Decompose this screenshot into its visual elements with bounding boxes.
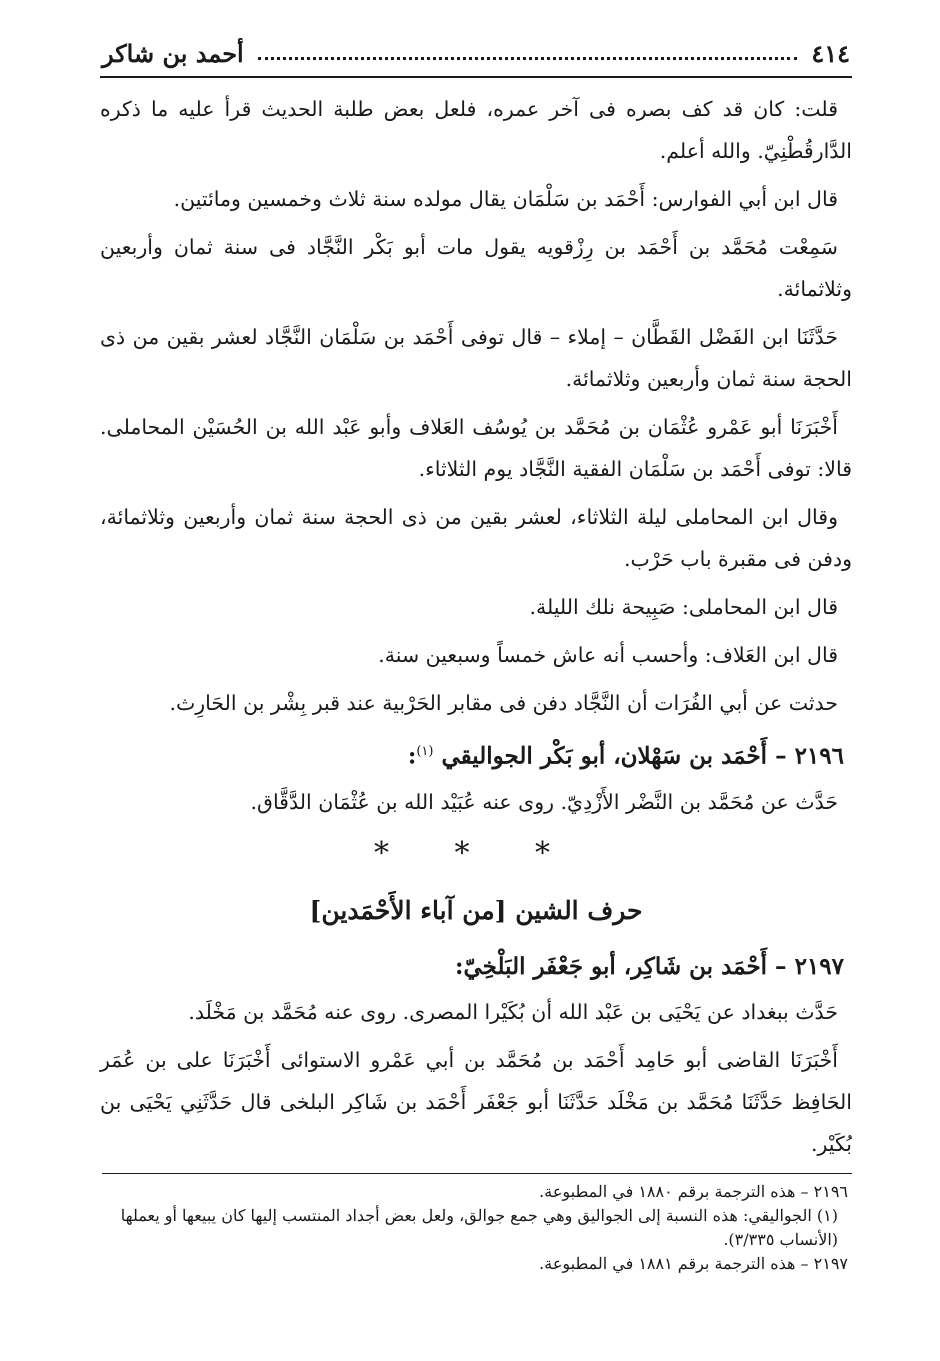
entry-title-2196: ٢١٩٦ – أَحْمَد بن سَهْلان، أبو بَكْر الجواليقي bbox=[441, 742, 844, 770]
paragraph-4: حَدَّثَنَا ابن الفَضْل القَطَّان – إملاء – قال توفى أَحْمَد بن سَلْمَان النَّجَّاد لعشر بقين من ذى الحجة سنة ثمان وأربعين وثلاثمائة. bbox=[100, 325, 852, 391]
footnote-divider bbox=[102, 1173, 852, 1174]
paragraph-2: قال ابن أبي الفوارس: أَحْمَد بن سَلْمَان يقال مولده سنة ثلاث وخمسين ومائتين. bbox=[173, 187, 838, 211]
book-page bbox=[100, 30, 852, 1276]
paragraph-12: أَخْبَرَنَا القاضى أبو حَامِد أَحْمَد بن مُحَمَّد بن أبي عَمْرو الاستوائى أَخْبَرَنَا على بن عُمَر الحَافِظ حَدَّثَنَا مُحَمَّد بن مَخْلَد حَدَّثَنَا أبو جَعْفَر أَحْمَد بن شَاكِر البلخى قال حَدَّثَنِي يَحْيَى بن بُكَيْر. bbox=[100, 1047, 852, 1156]
paragraph-6: وقال ابن المحاملى ليلة الثلاثاء، لعشر بقين من ذى الحجة سنة ثمان وأربعين وثلاثمائة، ودفن فى مقبرة باب حَرْب. bbox=[100, 505, 852, 571]
paragraph-9: حدثت عن أبي الفُرَات أن النَّجَّاد دفن فى مقابر الحَرْبية عند قبر بِشْر بن الحَارِث. bbox=[169, 691, 838, 715]
paragraph-11: حَدَّث ببغداد عن يَحْيَى بن عَبْد الله أن بُكَيْرا المصرى. روى عنه مُحَمَّد بن مَخْلَد. bbox=[188, 999, 838, 1024]
footnote-2: (١) الجواليقي: هذه النسبة إلى الجواليق وهي جمع جوالق، ولعل بعض أجداد المنتسب إليها كان يبيعها أو يعملها (الأنساب ٣/٣٣٥). bbox=[120, 1205, 838, 1249]
paragraph-10: حَدَّث عن مُحَمَّد بن النَّضْر الأَزْدِيّ. روى عنه عُبَيْد الله بن عُثْمَان الدَّقَّاق. bbox=[250, 789, 838, 814]
footnote-ref-1: (١) bbox=[416, 744, 434, 759]
page-header bbox=[100, 30, 852, 78]
section-separator: * * * bbox=[373, 835, 579, 871]
page-number: ٤١٤ bbox=[811, 38, 850, 68]
paragraph-5: أَخْبَرَنَا أبو عَمْرو عُثْمَان بن مُحَمَّد بن يُوسُف العَلاف وأبو عَبْد الله بن الحُسَيْن المحاملى. قالا: توفى أَحْمَد بن سَلْمَان الفقية النَّجَّاد يوم الثلاثاء. bbox=[100, 415, 852, 481]
paragraph-3: سَمِعْت مُحَمَّد بن أَحْمَد بن رِزْقويه يقول مات أبو بَكْر النَّجَّاد فى سنة ثمان وأربعين وثلاثمائة. bbox=[100, 235, 852, 301]
running-title: أحمد بن شاكر bbox=[102, 38, 244, 68]
paragraph-7: قال ابن المحاملى: صَبِيحة نلك الليلة. bbox=[529, 595, 838, 619]
paragraph-1: قلت: كان قد كف بصره فى آخر عمره، فلعل بعض طلبة الحديث قرأ عليه ما ذكره الدَّارقُطْنِيّ. والله أعلم. bbox=[100, 97, 852, 163]
entry-heading-2196: ٢١٩٦ – أَحْمَد بن سَهْلان، أبو بَكْر الجواليقي $^{(١)}$: bbox=[407, 742, 844, 770]
section-title: حرف الشين [من آباء الأَحْمَدين] bbox=[309, 895, 643, 925]
entry-heading-2197: ٢١٩٧ – أَحْمَد بن شَاكِر، أبو جَعْفَر البَلْخِيّ: bbox=[455, 952, 844, 980]
paragraph-8: قال ابن العَلاف: وأحسب أنه عاش خمساً وسبعين سنة. bbox=[378, 643, 838, 667]
header-leader-dots bbox=[258, 47, 798, 60]
footnote-3: ٢١٩٧ – هذه الترجمة برقم ١٨٨١ في المطبوعة. bbox=[539, 1253, 848, 1273]
footnote-1: ٢١٩٦ – هذه الترجمة برقم ١٨٨٠ في المطبوعة. bbox=[539, 1181, 848, 1201]
